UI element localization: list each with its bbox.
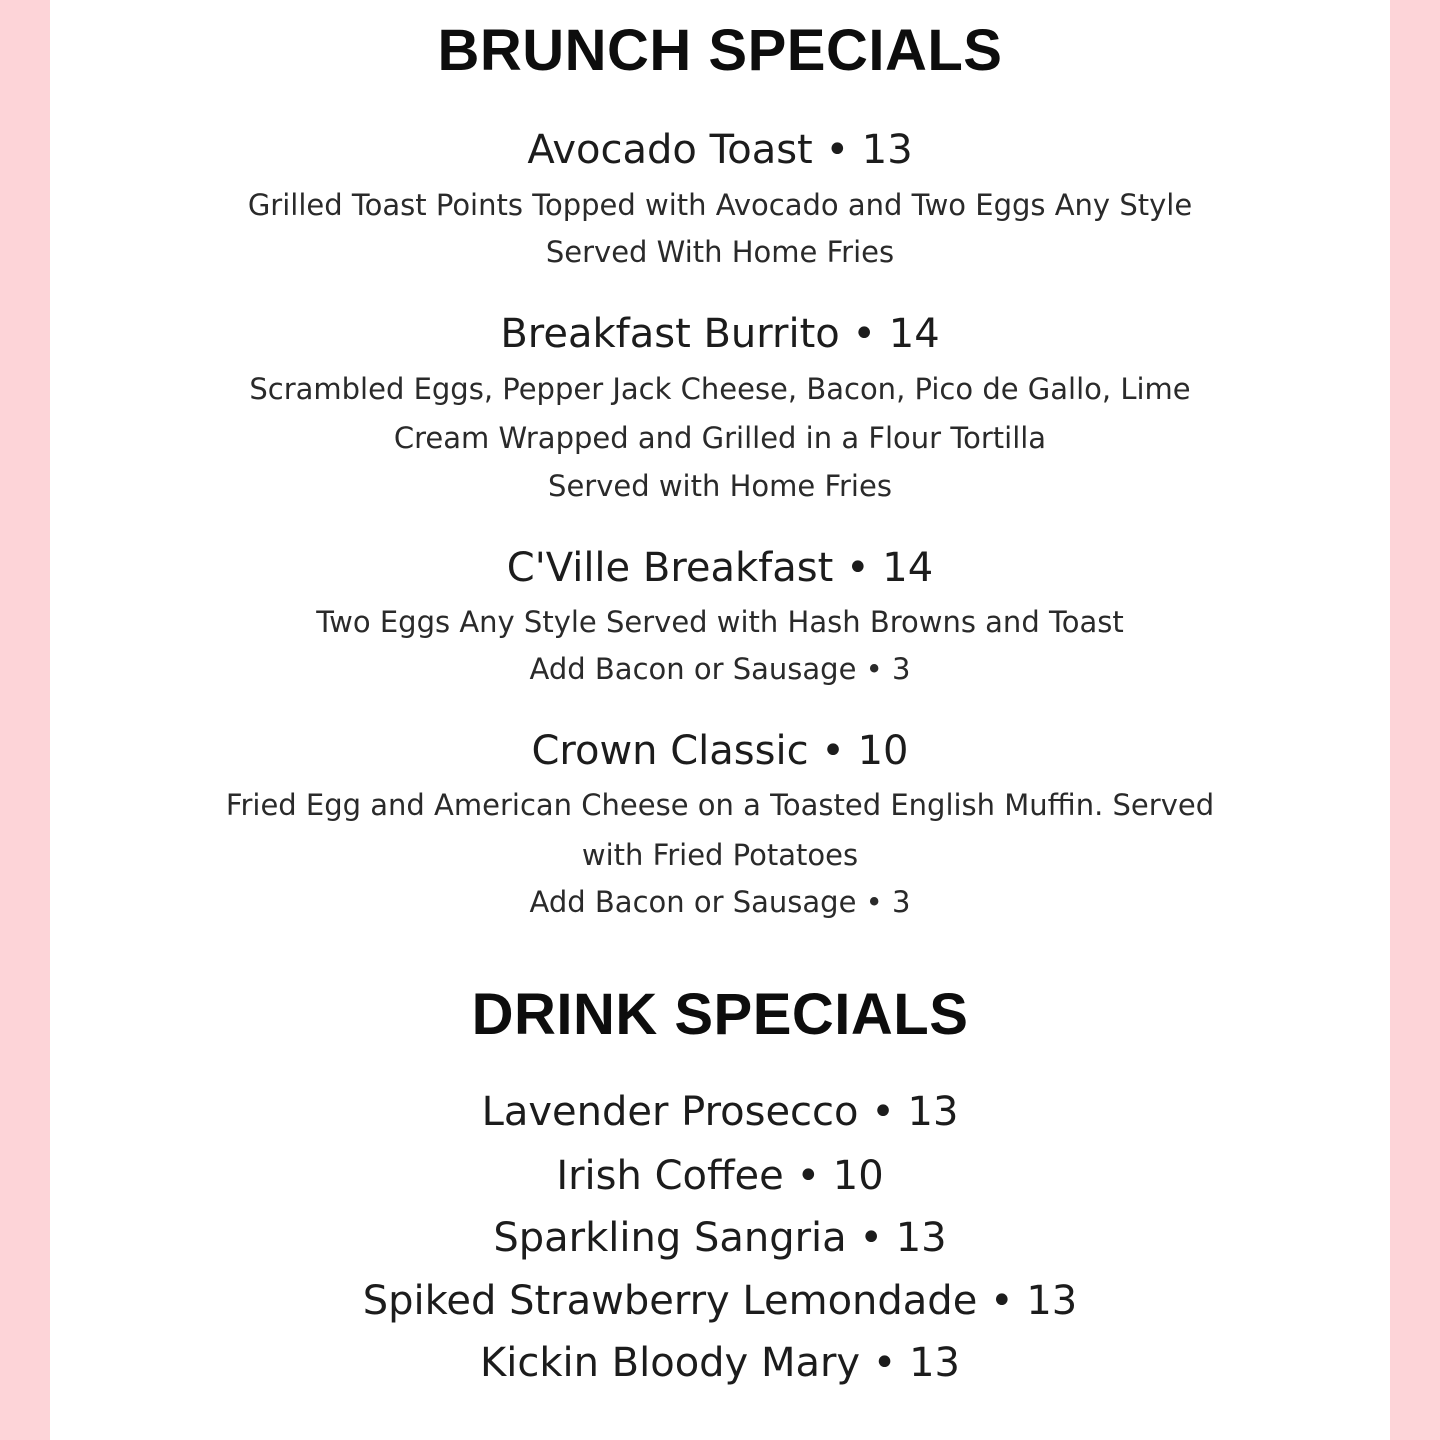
menu-item-addon: Add Bacon or Sausage • 3: [529, 652, 911, 686]
menu-item-name: Crown Classic • 10: [531, 728, 909, 774]
drink-item: Sparkling Sangria • 13: [493, 1215, 947, 1261]
menu-item-addon: Add Bacon or Sausage • 3: [529, 885, 911, 919]
menu-item-description: Served with Home Fries: [548, 469, 892, 503]
drink-item: Spiked Strawberry Lemondade • 13: [362, 1278, 1078, 1324]
drink-item: Kickin Bloody Mary • 13: [479, 1340, 961, 1386]
drink-item: Lavender Prosecco • 13: [481, 1089, 959, 1135]
menu-item-name: Breakfast Burrito • 14: [500, 311, 940, 357]
menu-sheet: [50, 0, 1390, 1440]
brunch-specials-heading: BRUNCH SPECIALS: [437, 18, 1003, 83]
menu-item-name: C'Ville Breakfast • 14: [506, 545, 934, 591]
drink-specials-heading: DRINK SPECIALS: [471, 982, 969, 1047]
menu-item-description: with Fried Potatoes: [581, 838, 859, 872]
menu-item-description: Cream Wrapped and Grilled in a Flour Tortilla: [393, 421, 1047, 455]
menu-item-description: Served With Home Fries: [545, 235, 895, 269]
menu-item-description: Scrambled Eggs, Pepper Jack Cheese, Bacon, Pico de Gallo, Lime: [249, 372, 1191, 406]
menu-item-name: Avocado Toast • 13: [527, 127, 913, 173]
menu-item-description: Two Eggs Any Style Served with Hash Browns and Toast: [316, 605, 1124, 639]
menu-item-description: Grilled Toast Points Topped with Avocado and Two Eggs Any Style: [247, 188, 1193, 222]
menu-item-description: Fried Egg and American Cheese on a Toasted English Muffin. Served: [225, 788, 1215, 822]
drink-item: Irish Coffee • 10: [556, 1153, 884, 1199]
